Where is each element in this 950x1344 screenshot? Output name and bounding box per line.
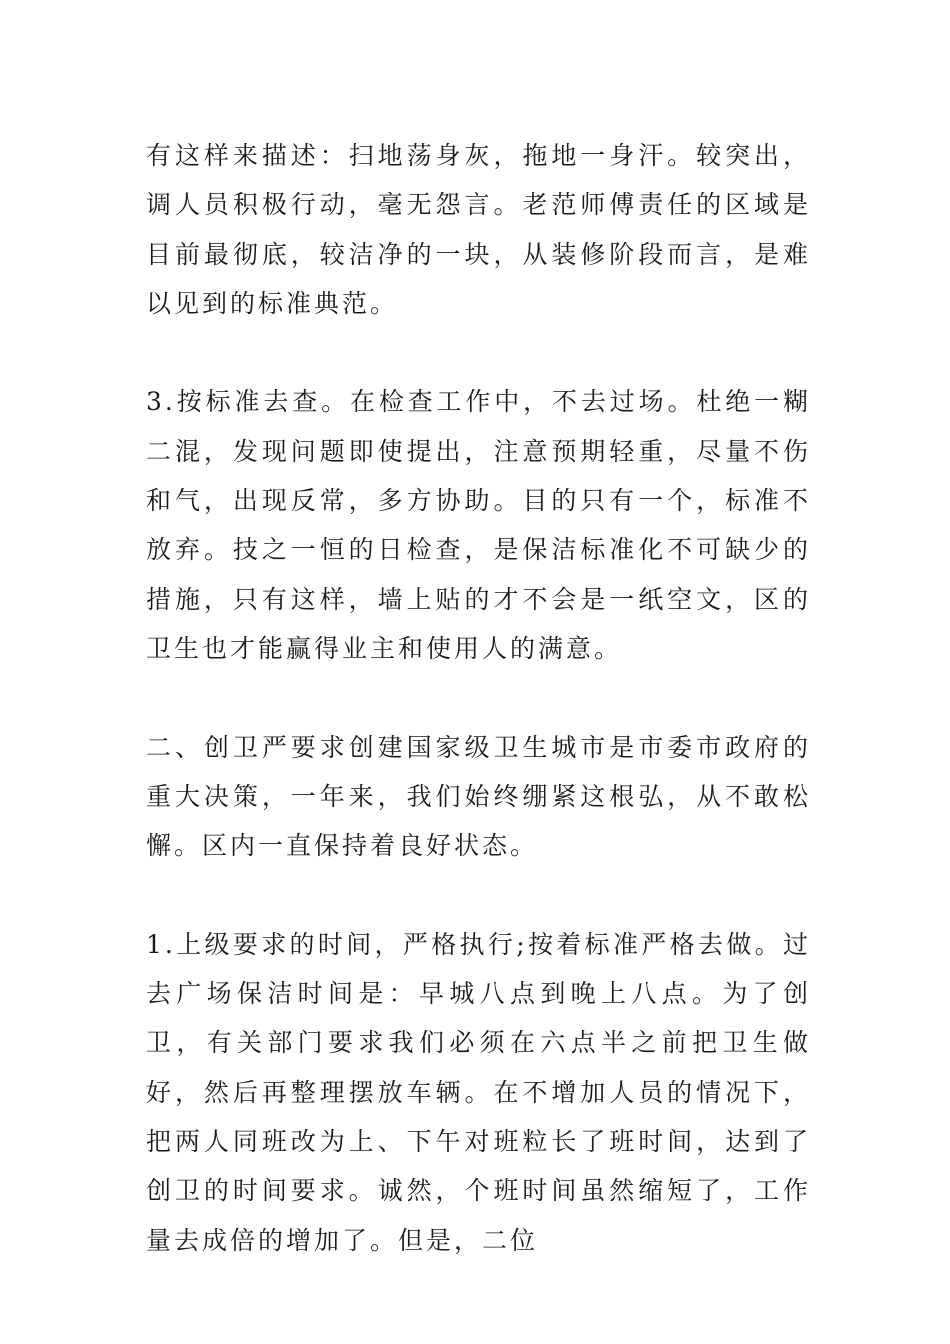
paragraph-sweeping-description: 有这样来描述：扫地荡身灰，拖地一身汗。较突出，调人员积极行动，毫无怨言。老范师傅责任的区域是目前最彻底，较洁净的一块，从装修阶段而言，是难以见到的标准典范。 — [146, 141, 811, 318]
paragraph-schedule-requirements: 1.上级要求的时间，严格执行;按着标准严格去做。过去广场保洁时间是：早城八点到晚上八点。为了创卫，有关部门要求我们必须在六点半之前把卫生做好，然后再整理摆放车辆。在不增加人员的情况下，把两人同班改为上、下午对班粒长了班时间，达到了创卫的时间要求。诚然，个班时间虽然缩短了，工作量去成倍的增加了。但是，二位 — [146, 929, 811, 1255]
paragraph-sanitation-campaign: 二、创卫严要求创建国家级卫生城市是市委市政府的重大决策，一年来，我们始终绷紧这根弘，从不敢松懈。区内一直保持着良好状态。 — [146, 732, 811, 861]
paragraph-inspection-standard: 3.按标准去查。在检查工作中，不去过场。杜绝一糊二混，发现问题即使提出，注意预期轻重，尽量不伤和气，出现反常，多方协助。目的只有一个，标准不放弃。技之一恒的日检查，是保洁标准化不可缺少的措施，只有这样，墙上贴的才不会是一纸空文，区的卫生也才能赢得业主和使用人的满意。 — [146, 387, 811, 663]
document-body — [146, 131, 811, 1265]
